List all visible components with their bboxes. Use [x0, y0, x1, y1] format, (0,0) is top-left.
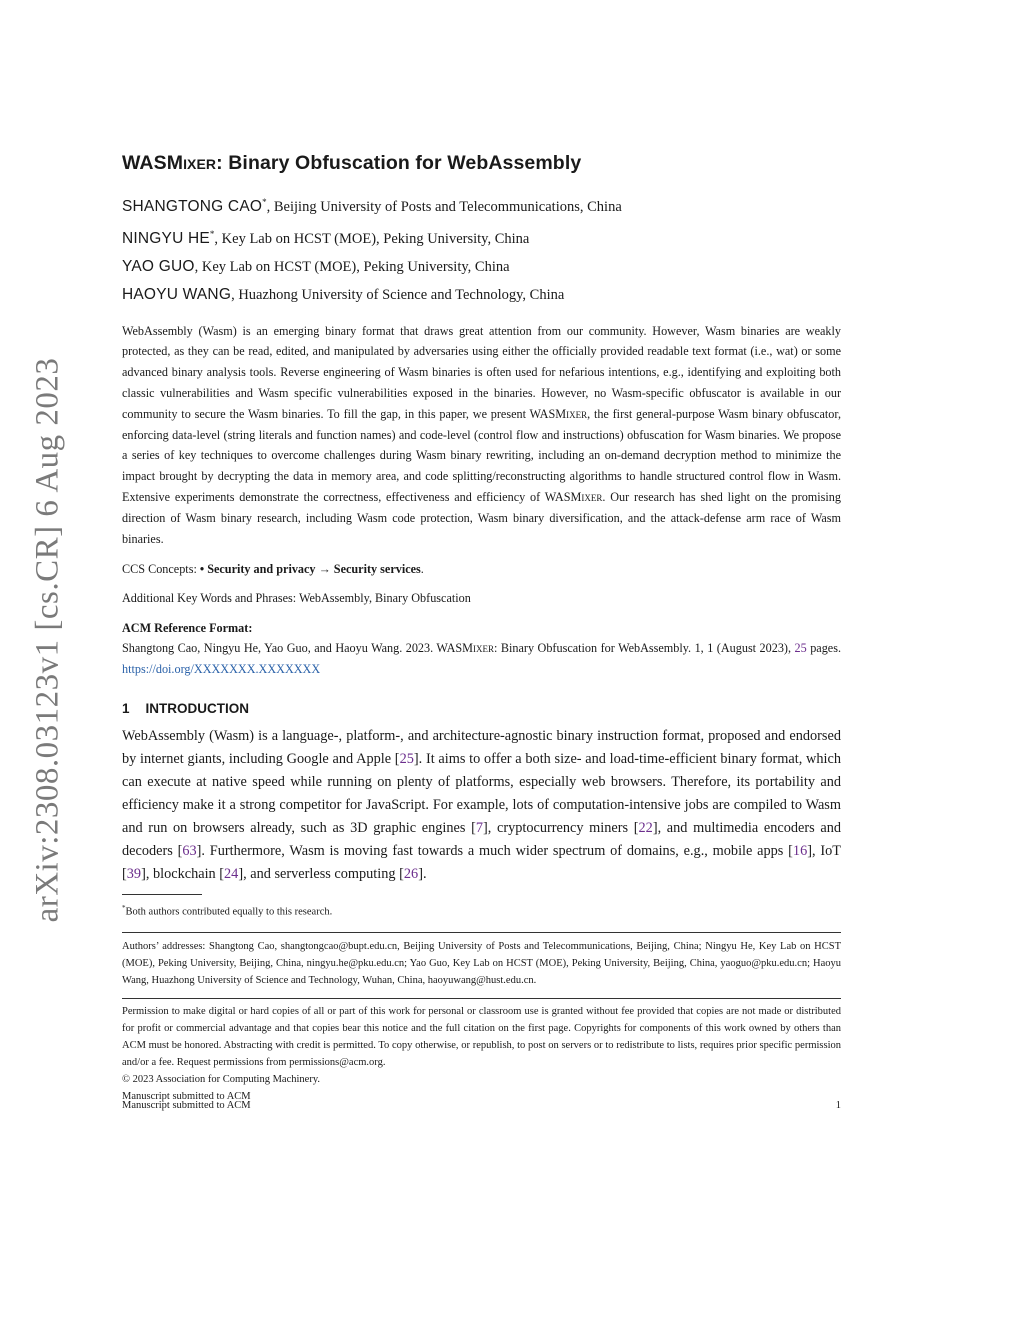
title-prefix: WASM [122, 152, 184, 174]
author-entry [122, 257, 841, 277]
page-footer [122, 1100, 841, 1111]
acm-reference-part: Shangtong Cao, Ningyu He, Yao Guo, and Haoyu Wang. 2023. WASM [122, 641, 473, 656]
intro-text: WebAssembly (Wasm) is a language-, platform-, and architecture-agnostic binary instruction format, proposed and endorsed by internet giants, including Google and Apple [ [122, 728, 841, 768]
acm-reference-heading: ACM Reference Format: [122, 621, 253, 636]
permission-notice: Permission to make digital or hard copies of all or part of this work for personal or classroom use is granted without fee provided that copies are not made or distributed for profit or commercial advantage and that copies bear this notice and the full citation on the first page. Copyrights for components of this work owned by others than ACM must be honored. Abstracting with credit is permitted. To copy otherwise, or republish, to post on servers or to redistribute to lists, requires prior specific permission and/or a fee. Request permissions from permissions@acm.org. [122, 998, 841, 1071]
pages-link[interactable]: 25 [794, 641, 807, 656]
footer-label: Manuscript submitted to ACM [122, 1100, 251, 1111]
tool-name: WASM [544, 490, 582, 505]
author-name: SHANGTONG CAO [122, 197, 263, 215]
citation-link[interactable]: 25 [399, 751, 414, 768]
intro-text: ], IoT [ [122, 843, 841, 883]
acm-reference-part: pages. [806, 641, 842, 656]
acm-reference-sc: ixer [473, 641, 494, 656]
tool-name-sc: ixer [581, 490, 603, 505]
acm-reference-text [122, 638, 841, 679]
intro-text: ]. Furthermore, Wasm is moving fast towards a much wider spectrum of domains, e.g., mobile apps [ [196, 843, 793, 860]
title-smallcaps: ixer [183, 152, 217, 174]
author-affiliation: , Key Lab on HCST (MOE), Peking University, China [214, 230, 530, 247]
tool-name: WASM [529, 406, 567, 421]
abstract-text: , the first general-purpose Wasm binary obfuscator, enforcing data-level (string literals and function names) and code-level (control flow and instructions) obfuscation for Wasm binaries. We propose a series of key techniques to overcome challenges during Wasm binary rewriting, including an on-demand decryption method to minimize the impact brought by decrypting the data in memory area, and code splitting/reconstructing algorithms to handle structured control flow in Wasm. Extensive experiments demonstrate the correctness, effectiveness and efficiency of [122, 406, 841, 505]
paper-page [122, 152, 841, 1105]
title-rest: : Binary Obfuscation for WebAssembly [216, 152, 582, 174]
page-number: 1 [835, 1100, 841, 1111]
author-entry [122, 193, 841, 217]
footnote-mark: * [122, 904, 126, 913]
ccs-value: • Security and privacy → Security services [199, 562, 421, 577]
ccs-end: . [420, 562, 424, 577]
acm-reference-part: : Binary Obfuscation for WebAssembly. 1, 1 (August 2023), [494, 641, 795, 656]
author-list [122, 193, 841, 305]
equal-contribution-mark: * [209, 228, 215, 239]
abstract-text: WebAssembly (Wasm) is an emerging binary format that draws great attention from our community. However, Wasm binaries are weakly protected, as they can be read, edited, and manipulated by adversaries using either the officially provided readable text format (i.e., wat) or some advanced binary analysis tools. Reverse engineering of Wasm binaries is often used for nefarious intentions, e.g., identifying and exploiting both classic vulnerabilities and Wasm specific vulnerabilities exposed in the binaries. However, no Wasm-specific obfuscator is available in our community to secure the Wasm binaries. To fill the gap, in this paper, we present [122, 323, 841, 421]
authors-addresses: Authors’ addresses: Shangtong Cao, shangtongcao@bupt.edu.cn, Beijing University of Posts and Telecommunications, Beijing, China; Ningyu He, Key Lab on HCST (MOE), Peking University, Beijing, China, ningyu.he@pku.edu.cn; Yao Guo, Key Lab on HCST (MOE), Peking University, Beijing, China, yaoguo@pku.edu.cn; Haoyu Wang, Huazhong University of Science and Technology, Wuhan, China, haoyuwang@hust.edu.cn. [122, 932, 841, 989]
abstract [122, 321, 841, 550]
citation-link[interactable]: 22 [638, 820, 653, 837]
tool-name-sc: ixer [566, 406, 588, 421]
citation-link[interactable]: 26 [403, 866, 419, 883]
author-affiliation: , Beijing University of Posts and Telecommunications, China [266, 198, 622, 215]
footnote-text: Both authors contributed equally to this research. [125, 906, 333, 918]
citation-link[interactable]: 16 [792, 843, 808, 860]
manuscript-note: Manuscript submitted to ACM [122, 1090, 251, 1102]
arxiv-id-text: arXiv:2308.03123v1 [cs.CR] 6 Aug 2023 [29, 357, 66, 923]
ccs-concepts [122, 559, 841, 579]
intro-text: ], cryptocurrency miners [ [482, 820, 639, 837]
author-name: YAO GUO [122, 257, 195, 275]
author-affiliation: , Key Lab on HCST (MOE), Peking University, China [194, 258, 510, 275]
author-name: NINGYU HE [122, 229, 210, 247]
doi-link[interactable]: https://doi.org/XXXXXXX.XXXXXXX [122, 661, 321, 676]
intro-text: ], and serverless computing [ [238, 866, 404, 883]
paper-title [122, 152, 841, 175]
author-name: HAOYU WANG [122, 285, 232, 303]
section-title: INTRODUCTION [145, 701, 250, 717]
author-affiliation: , Huazhong University of Science and Technology, China [231, 286, 565, 303]
footnote [122, 901, 841, 920]
author-entry [122, 285, 841, 305]
copyright-notice: © 2023 Association for Computing Machinery. [122, 1073, 321, 1085]
intro-text: ], blockchain [ [141, 866, 225, 883]
citation-link[interactable]: 24 [224, 866, 239, 883]
ccs-label: CCS Concepts: [122, 562, 200, 577]
author-entry [122, 225, 841, 249]
intro-text: ], and multimedia encoders and decoders [ [122, 820, 842, 860]
introduction-paragraph [122, 725, 841, 886]
intro-text: ]. It aims to offer a both size- and load-time-efficient binary format, which can execute at native speed while running on plenty of platforms, especially web browsers. Therefore, its portability and efficiency make it a strong competitor for JavaScript. For example, lots of computation-intensive jobs are compiled to Wasm and run on browsers already, such as 3D graphic engines [ [122, 751, 841, 837]
footnote-rule [122, 894, 202, 895]
section-number: 1 [122, 701, 130, 717]
citation-link[interactable]: 39 [126, 866, 142, 883]
citation-link[interactable]: 63 [182, 843, 197, 860]
intro-text: ]. [418, 866, 427, 883]
abstract-text: . Our research has shed light on the promising direction of Wasm binary research, including Wasm code protection, Wasm binary diversification, and the attack-defense arm race of Wasm binaries. [122, 490, 841, 546]
section-heading [122, 701, 841, 716]
citation-link[interactable]: 7 [475, 820, 483, 837]
equal-contribution-mark: * [262, 197, 267, 207]
keywords: Additional Key Words and Phrases: WebAssembly, Binary Obfuscation [122, 591, 471, 606]
